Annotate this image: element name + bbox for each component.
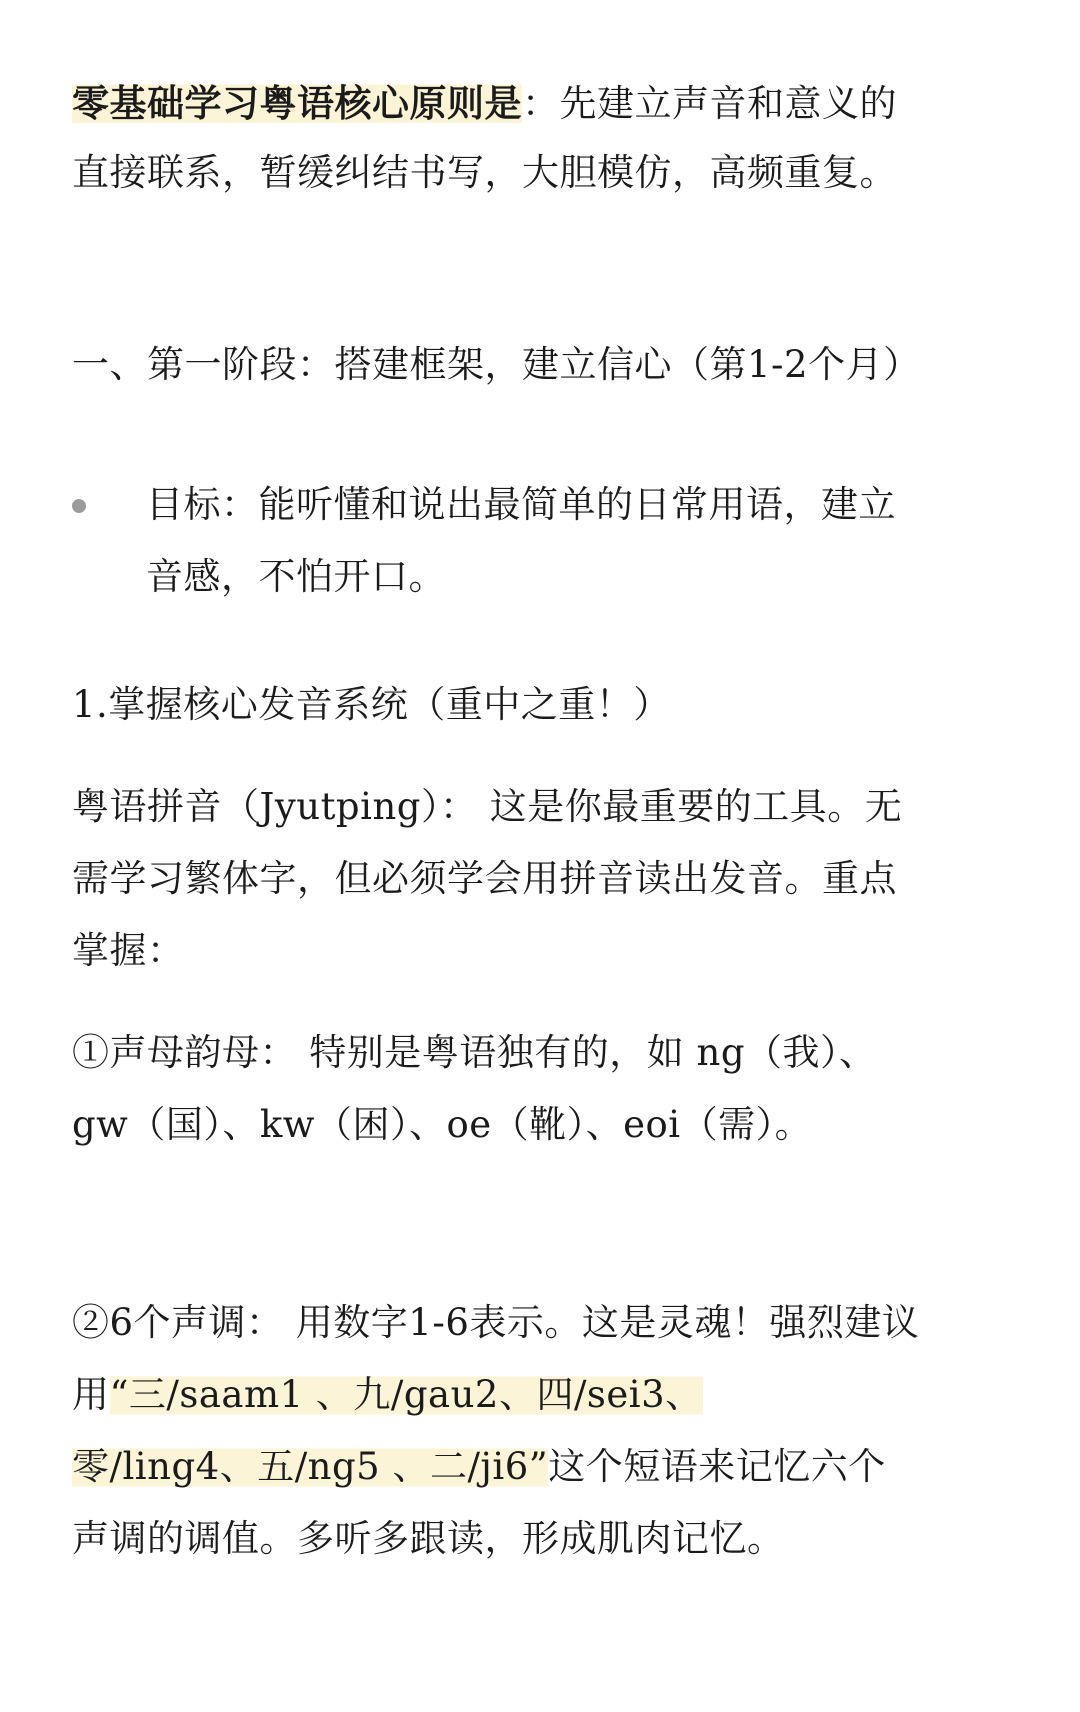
tones-highlight-1: “三/saam1 、九/gau2、四/sei3、 — [109, 1373, 703, 1416]
tones-highlight-2: 零/ling4、五/ng5 、二/ji6” — [72, 1445, 549, 1488]
tones-line-4: 声调的调值。多听多跟读，形成肌肉记忆。 — [72, 1517, 785, 1560]
intro-line-1 — [72, 78, 897, 129]
initials-line-1: ①声母韵母： 特别是粤语独有的，如 ng（我）、 — [72, 1031, 877, 1074]
bullet-icon — [72, 499, 86, 513]
stage1-goal-line-2: 音感，不怕开口。 — [146, 555, 446, 598]
stage1-heading: 一、第一阶段：搭建框架，建立信心（第1-2个月） — [72, 343, 921, 386]
tones-line-2-prefix: 用 — [72, 1373, 110, 1416]
jyutping-line-1: 粤语拼音（Jyutping）： 这是你最重要的工具。无 — [72, 785, 903, 828]
section1-title: 1.掌握核心发音系统（重中之重！） — [72, 683, 671, 726]
stage1-goal-line-1: 目标：能听懂和说出最简单的日常用语，建立 — [146, 483, 896, 526]
tones-line-1: ②6个声调： 用数字1-6表示。这是灵魂！强烈建议 — [72, 1301, 920, 1344]
intro-line-1-rest: ：先建立声音和意义的 — [522, 82, 897, 125]
tones-line-3 — [72, 1442, 886, 1492]
tones-line-2 — [72, 1370, 703, 1420]
jyutping-line-3: 掌握： — [72, 929, 185, 972]
jyutping-line-2: 需学习繁体字，但必须学会用拼音读出发音。重点 — [72, 857, 897, 900]
tones-line-3-rest: 这个短语来记忆六个 — [548, 1445, 886, 1488]
intro-line-2: 直接联系，暂缓纠结书写，大胆模仿，高频重复。 — [72, 151, 897, 194]
initials-line-2: gw（国）、kw（困）、oe（靴）、eoi（需）。 — [72, 1103, 813, 1146]
intro-highlight: 零基础学习粤语核心原则是 — [72, 81, 522, 125]
